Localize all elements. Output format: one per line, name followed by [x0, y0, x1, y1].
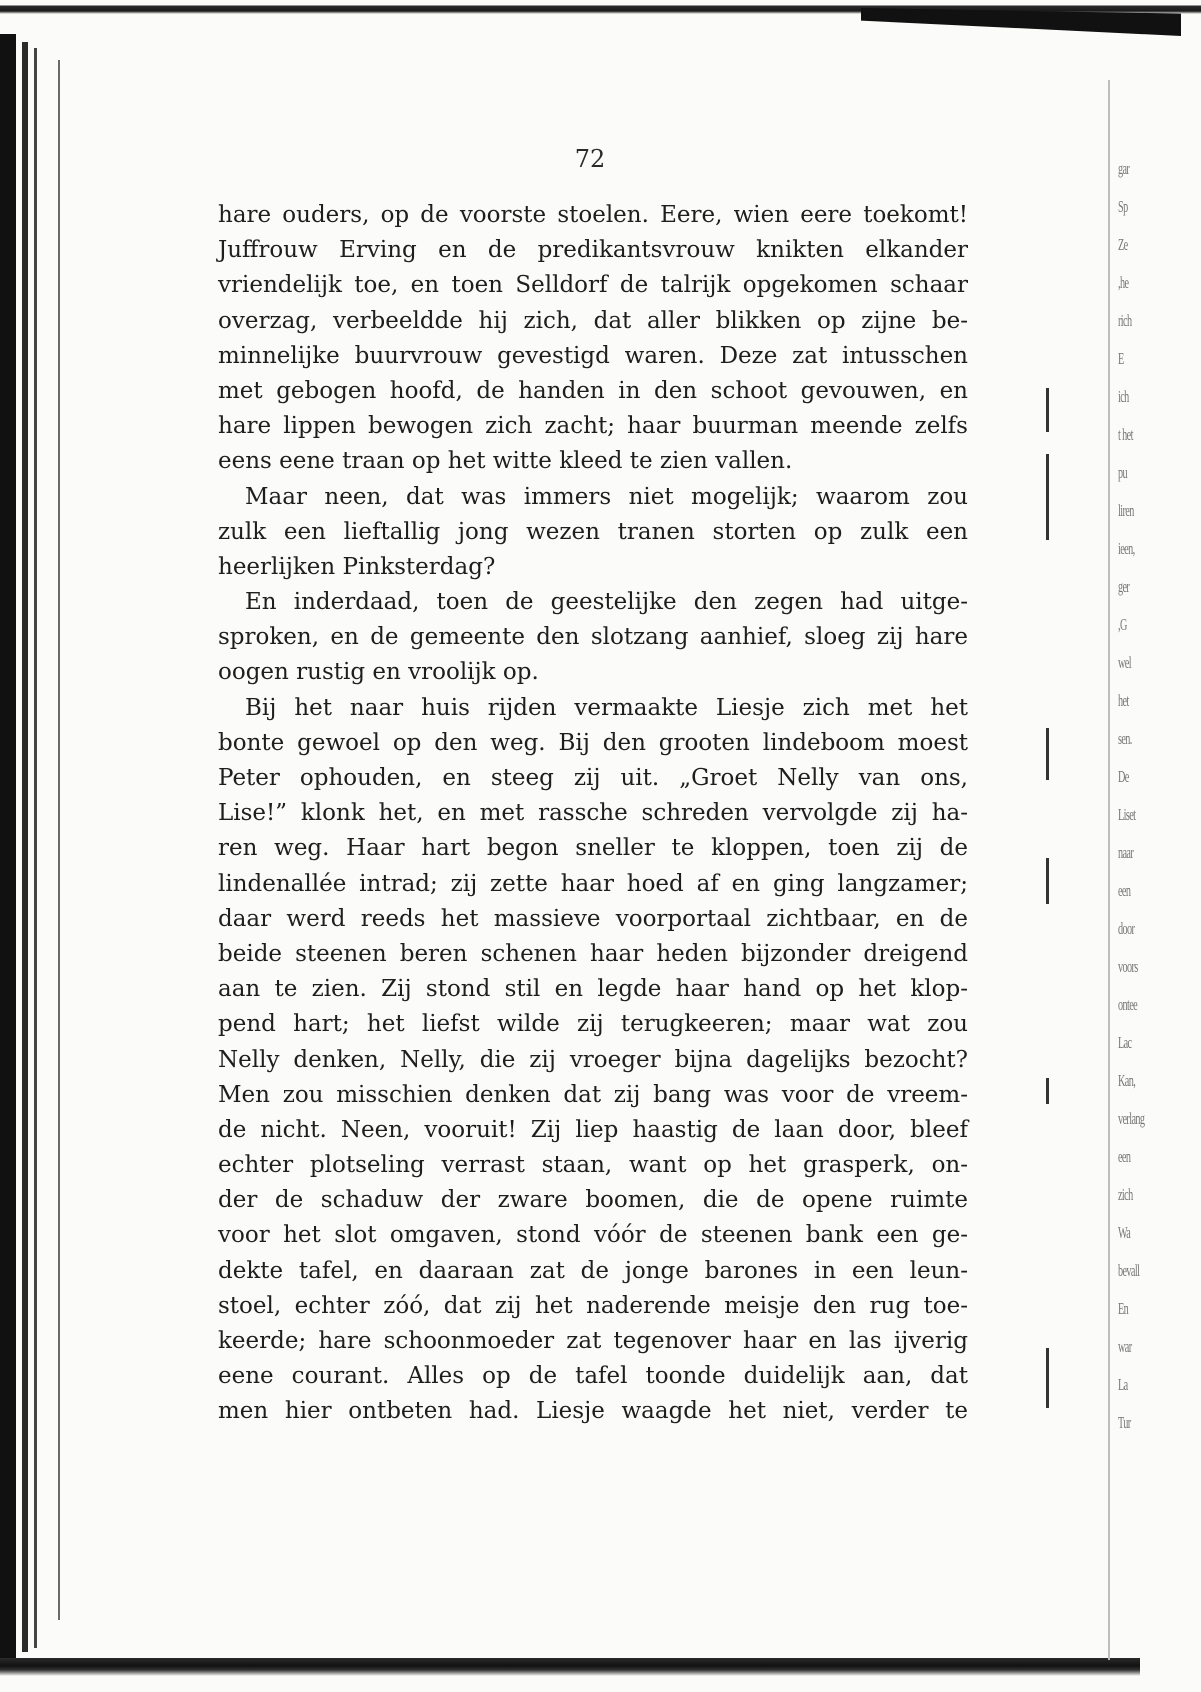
text-line: oogen rustig en vroolijk op.	[218, 659, 539, 686]
bleed-fragment: Wa	[1118, 1223, 1131, 1242]
text-line: hare ouders, op de voorste stoelen. Eere, wien eere toekomt!	[218, 202, 968, 228]
bleed-fragment: Liset	[1118, 805, 1136, 824]
text-line: Maar neen, dat was immers niet mogelijk; waarom zou	[245, 483, 968, 510]
text-line: beide steenen beren schenen haar heden bijzonder dreigend	[218, 940, 968, 967]
text-line: der de schaduw der zware boomen, die de opene ruimte	[218, 1187, 968, 1214]
text-line: overzag, verbeeldde hij zich, dat aller blikken op zijne be-	[218, 307, 968, 334]
text-line: Bij het naar huis rijden vermaakte Liesje zich met het	[245, 694, 968, 721]
bleed-fragment: E	[1118, 349, 1124, 368]
bleed-fragment: Kan,	[1118, 1071, 1136, 1090]
text-line: met gebogen hoofd, de handen in den schoot gevouwen, en	[218, 377, 968, 404]
bleed-fragment: een	[1118, 881, 1131, 900]
bleed-fragment: liren	[1118, 501, 1134, 520]
bleed-fragment: ,he	[1118, 273, 1129, 292]
scan-binding-line-thin	[34, 48, 37, 1648]
text-line: zulk een lieftallig jong wezen tranen storten op zulk een	[218, 518, 968, 545]
adjacent-page-bleed	[1118, 150, 1201, 1600]
text-line: bonte gewoel op den weg. Bij den grooten lindeboom moest	[218, 729, 968, 756]
bleed-fragment: Lac	[1118, 1033, 1132, 1052]
text-line: stoel, echter zóó, dat zij het naderende meisje den rug toe-	[218, 1292, 968, 1319]
text-line: de nicht. Neen, vooruit! Zij liep haastig de laan door, bleef	[218, 1116, 968, 1143]
gutter-marks	[1044, 388, 1052, 1408]
scan-binding-hairline	[58, 60, 60, 1620]
bleed-fragment: war	[1118, 1337, 1132, 1356]
text-line: hare lippen bewogen zich zacht; haar buurman meende zelfs	[218, 413, 968, 440]
text-line: eens eene traan op het witte kleed te zien vallen.	[218, 448, 793, 475]
bleed-fragment: zich	[1118, 1185, 1133, 1204]
text-line: pend hart; het liefst wilde zij terugkeeren; maar wat zou	[218, 1011, 968, 1038]
text-line: minnelijke buurvrouw gevestigd waren. Deze zat intusschen	[218, 342, 968, 369]
bleed-fragment: wel	[1118, 653, 1131, 672]
bleed-fragment: t het	[1118, 425, 1133, 444]
bleed-fragment: ieen,	[1118, 539, 1135, 558]
bleed-fragment: een	[1118, 1147, 1131, 1166]
bleed-fragment: het	[1118, 691, 1129, 710]
text-line: Peter ophouden, en steeg zij uit. „Groet Nelly van ons,	[218, 765, 968, 791]
bleed-fragment: door	[1118, 919, 1135, 938]
text-line: men hier ontbeten had. Liesje waagde het niet, verder te	[218, 1398, 968, 1425]
text-line: heerlijken Pinksterdag?	[218, 553, 496, 580]
bleed-fragment: sen.	[1118, 729, 1132, 748]
bleed-fragment: pu	[1118, 463, 1127, 482]
scan-binding-shadow	[0, 34, 16, 1664]
scan-binding-line	[22, 42, 28, 1652]
bleed-fragment: De	[1118, 767, 1129, 786]
bleed-fragment: ,G	[1118, 615, 1127, 634]
page-right-edge	[1108, 80, 1110, 1660]
text-line: En inderdaad, toen de geestelijke den zegen had uitge-	[245, 589, 968, 616]
text-line: Juffrouw Erving en de predikantsvrouw knikten elkander	[218, 237, 968, 264]
bleed-fragment: bevall	[1118, 1261, 1140, 1280]
bleed-fragment: En	[1118, 1299, 1129, 1318]
bleed-fragment: gar	[1118, 159, 1130, 178]
page-number: 72	[574, 145, 606, 173]
text-line: Lise!” klonk het, en met rassche schreden vervolgde zij ha-	[218, 800, 968, 827]
body-text	[218, 198, 968, 1430]
bleed-fragment: voors	[1118, 957, 1138, 976]
text-line: daar werd reeds het massieve voorportaal zichtbaar, en de	[218, 905, 968, 932]
scan-bottom-edge	[0, 1658, 1140, 1676]
text-line: lindenallée intrad; zij zette haar hoed af en ging langzamer;	[218, 870, 968, 897]
bleed-fragment: Sp	[1118, 197, 1128, 216]
text-line: aan te zien. Zij stond stil en legde haar hand op het klop-	[218, 976, 968, 1003]
text-line: voor het slot omgaven, stond vóór de steenen bank een ge-	[218, 1222, 968, 1249]
bleed-fragment: Ze	[1118, 235, 1128, 254]
bleed-fragment: ich	[1118, 387, 1129, 406]
bleed-fragment: naar	[1118, 843, 1134, 862]
text-line: vriendelijk toe, en toen Selldorf de talrijk opgekomen schaar	[218, 272, 968, 299]
text-line: Nelly denken, Nelly, die zij vroeger bijna dagelijks bezocht?	[218, 1046, 968, 1073]
text-line: eene courant. Alles op de tafel toonde duidelijk aan, dat	[218, 1363, 968, 1390]
bleed-fragment: rich	[1118, 311, 1132, 330]
text-line: keerde; hare schoonmoeder zat tegenover haar en las ijverig	[218, 1328, 968, 1354]
bleed-fragment: ger	[1118, 577, 1130, 596]
text-line: echter plotseling verrast staan, want op het grasperk, on-	[218, 1152, 968, 1179]
bleed-fragment: La	[1118, 1375, 1128, 1394]
text-line: sproken, en de gemeente den slotzang aanhief, sloeg zij hare	[218, 624, 968, 651]
bleed-fragment: ontee	[1118, 995, 1138, 1014]
text-line: dekte tafel, en daaraan zat de jonge barones in een leun-	[218, 1257, 968, 1284]
bleed-fragment: verlang	[1118, 1109, 1145, 1128]
text-line: Men zou misschien denken dat zij bang was voor de vreem-	[218, 1081, 968, 1108]
bleed-fragment: Tur	[1118, 1413, 1131, 1432]
text-line: ren weg. Haar hart begon sneller te kloppen, toen zij de	[218, 835, 968, 862]
